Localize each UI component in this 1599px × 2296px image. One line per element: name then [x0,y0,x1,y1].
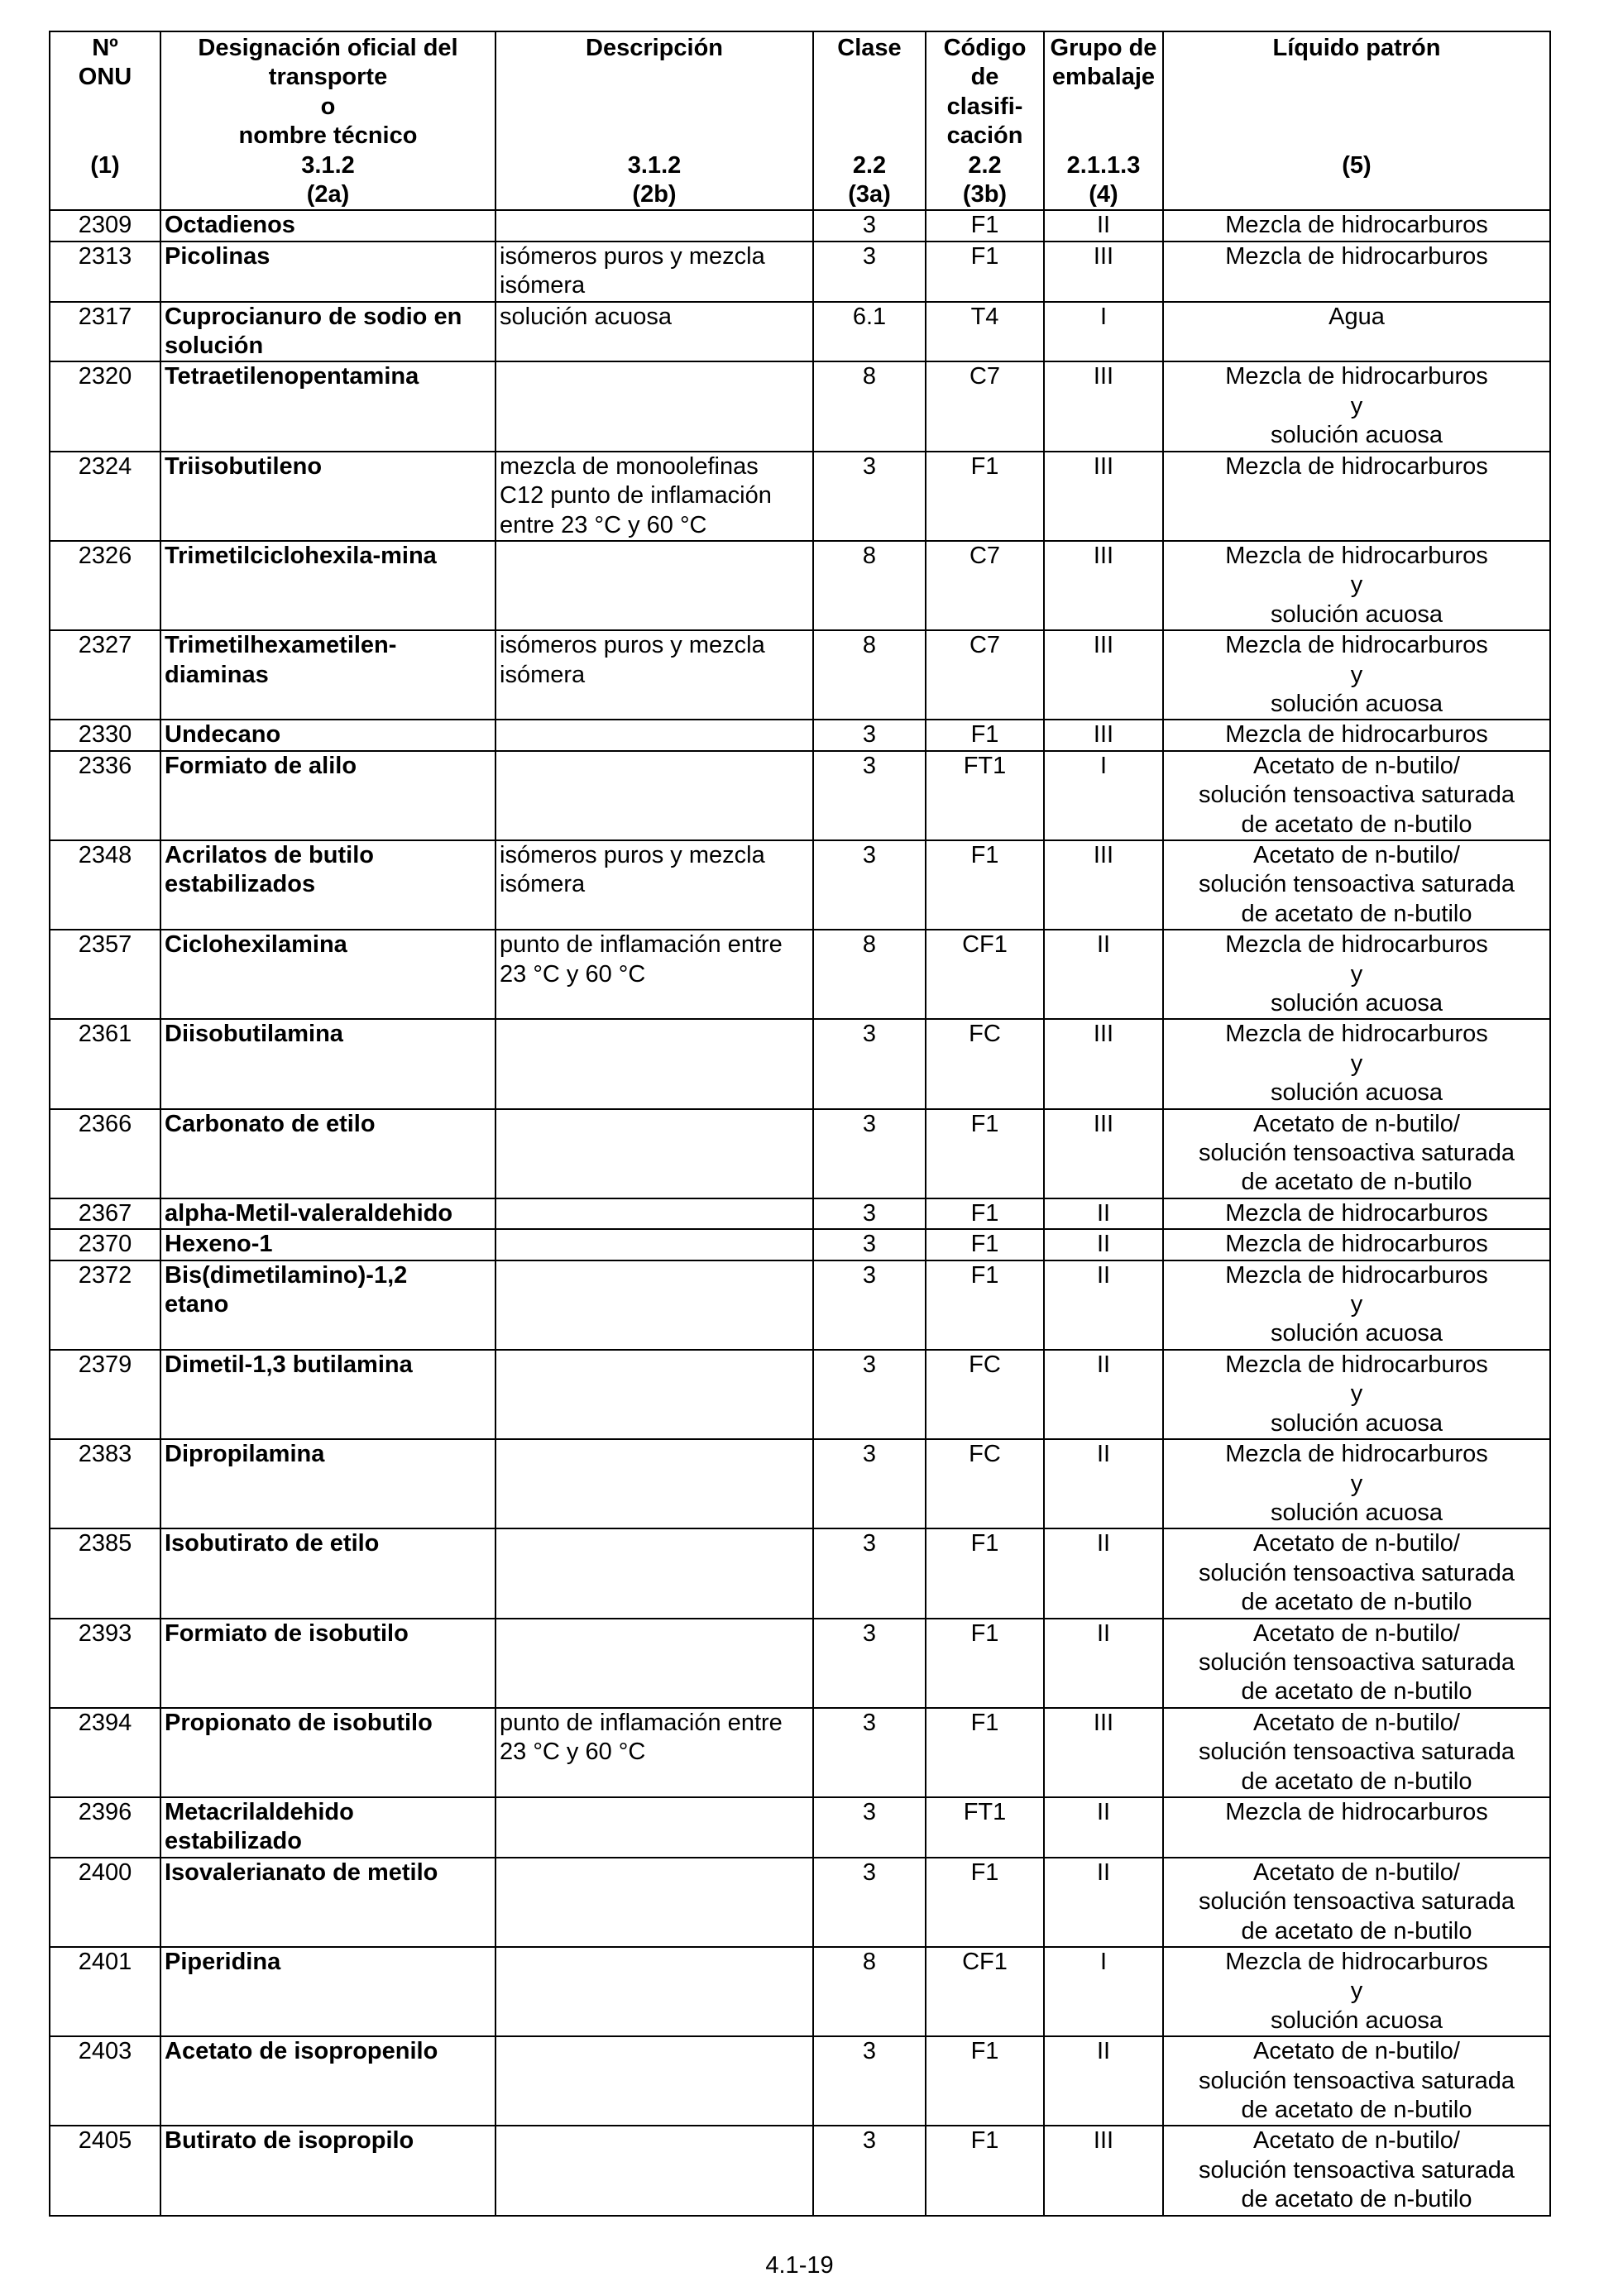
cell-classification-code: CF1 [926,930,1044,1019]
cell-un-number: 2327 [50,630,160,720]
cell-official-name: Carbonato de etilo [160,1109,495,1198]
table-row [50,720,1550,750]
header-ref-text: 2.2 [852,151,887,179]
cell-class: 3 [813,2036,926,2126]
cell-un-number: 2405 [50,2126,160,2215]
cell-standard-liquid: Mezcla de hidrocarburos [1163,720,1550,750]
header-standard-liquid: Líquido patrón [1163,31,1550,151]
header-un-number: Nº ONU [50,31,160,151]
cell-packing-group: II [1044,2036,1163,2126]
cell-class: 6.1 [813,302,926,362]
cell-un-number: 2403 [50,2036,160,2126]
header-class: Clase [813,31,926,151]
cell-packing-group: II [1044,1797,1163,1858]
cell-standard-liquid: Mezcla de hidrocarburos y solución acuosa [1163,1947,1550,2036]
header-description: Descripción [495,31,813,151]
cell-official-name: Dimetil-1,3 butilamina [160,1350,495,1439]
cell-standard-liquid: Acetato de n-butilo/ solución tensoactiva saturada de acetato de n-butilo [1163,2126,1550,2215]
cell-un-number: 2394 [50,1708,160,1797]
cell-description [495,1797,813,1858]
cell-packing-group: II [1044,1350,1163,1439]
cell-official-name: Isovalerianato de metilo [160,1858,495,1947]
cell-official-name: Dipropilamina [160,1439,495,1528]
cell-class: 8 [813,541,926,630]
cell-class: 3 [813,1229,926,1260]
header-packing-group: Grupo de embalaje [1044,31,1163,151]
cell-standard-liquid: Mezcla de hidrocarburos y solución acuosa [1163,1019,1550,1108]
cell-packing-group: II [1044,1260,1163,1350]
cell-description [495,1619,813,1708]
cell-class: 3 [813,1198,926,1229]
cell-standard-liquid: Mezcla de hidrocarburos [1163,1229,1550,1260]
cell-classification-code: F1 [926,452,1044,541]
cell-standard-liquid: Acetato de n-butilo/ solución tensoactiva saturada de acetato de n-butilo [1163,2036,1550,2126]
header-ref [1163,151,1550,211]
header-classification-code: Código de clasifi- cación [926,31,1044,151]
cell-description [495,1350,813,1439]
cell-standard-liquid: Mezcla de hidrocarburos [1163,210,1550,241]
cell-class: 3 [813,452,926,541]
header-ref [926,151,1044,211]
cell-packing-group: II [1044,210,1163,241]
cell-classification-code: F1 [926,1528,1044,1618]
table-row [50,1797,1550,1858]
cell-classification-code: F1 [926,840,1044,930]
cell-class: 3 [813,1109,926,1198]
header-ref [495,151,813,211]
cell-official-name: Acrilatos de butilo estabilizados [160,840,495,930]
cell-description [495,210,813,241]
cell-description [495,1947,813,2036]
cell-official-name: Undecano [160,720,495,750]
cell-description [495,1229,813,1260]
cell-official-name: Cuprocianuro de sodio en solución [160,302,495,362]
table-row [50,751,1550,840]
cell-description [495,541,813,630]
cell-packing-group: III [1044,452,1163,541]
cell-class: 3 [813,1019,926,1108]
table-row [50,1439,1550,1528]
cell-classification-code: F1 [926,2126,1044,2215]
cell-standard-liquid: Mezcla de hidrocarburos y solución acuosa [1163,1439,1550,1528]
header-official-designation: Designación oficial del transporte o nombre técnico [160,31,495,151]
cell-class: 3 [813,840,926,930]
cell-classification-code: FC [926,1439,1044,1528]
cell-standard-liquid: Mezcla de hidrocarburos [1163,1198,1550,1229]
cell-packing-group: III [1044,630,1163,720]
cell-classification-code: FT1 [926,1797,1044,1858]
cell-official-name: Acetato de isopropenilo [160,2036,495,2126]
cell-official-name: Butirato de isopropilo [160,2126,495,2215]
table-row [50,2126,1550,2215]
cell-classification-code: F1 [926,1708,1044,1797]
cell-standard-liquid: Mezcla de hidrocarburos y solución acuosa [1163,1260,1550,1350]
cell-packing-group: III [1044,840,1163,930]
cell-standard-liquid: Mezcla de hidrocarburos y solución acuosa [1163,930,1550,1019]
cell-official-name: Metacrilaldehido estabilizado [160,1797,495,1858]
cell-description [495,751,813,840]
cell-un-number: 2401 [50,1947,160,2036]
cell-packing-group: III [1044,242,1163,302]
cell-un-number: 2320 [50,361,160,451]
cell-classification-code: F1 [926,210,1044,241]
cell-class: 8 [813,630,926,720]
cell-un-number: 2357 [50,930,160,1019]
table-row [50,302,1550,362]
cell-standard-liquid: Agua [1163,302,1550,362]
cell-class: 3 [813,242,926,302]
cell-packing-group: III [1044,1708,1163,1797]
cell-packing-group: III [1044,1109,1163,1198]
cell-un-number: 2348 [50,840,160,930]
cell-un-number: 2309 [50,210,160,241]
table-row [50,630,1550,720]
cell-official-name: Bis(dimetilamino)-1,2 etano [160,1260,495,1350]
cell-classification-code: CF1 [926,1947,1044,2036]
table-row [50,1528,1550,1618]
cell-un-number: 2367 [50,1198,160,1229]
cell-class: 8 [813,361,926,451]
cell-description [495,1109,813,1198]
header-ref-text: 3.1.2 [627,151,682,179]
cell-packing-group: II [1044,1528,1163,1618]
table-row [50,2036,1550,2126]
cell-classification-code: F1 [926,1260,1044,1350]
table-body [50,210,1550,2215]
cell-classification-code: F1 [926,1858,1044,1947]
cell-un-number: 2317 [50,302,160,362]
cell-un-number: 2385 [50,1528,160,1618]
header-ref [813,151,926,211]
cell-packing-group: III [1044,541,1163,630]
cell-packing-group: III [1044,2126,1163,2215]
cell-description [495,2126,813,2215]
cell-description: punto de inflamación entre 23 °C y 60 °C [495,1708,813,1797]
cell-packing-group: II [1044,1229,1163,1260]
cell-classification-code: C7 [926,541,1044,630]
cell-classification-code: F1 [926,1109,1044,1198]
table-row [50,1019,1550,1108]
cell-official-name: Formiato de isobutilo [160,1619,495,1708]
cell-packing-group: II [1044,1198,1163,1229]
cell-classification-code: F1 [926,720,1044,750]
cell-class: 3 [813,1619,926,1708]
cell-official-name: Diisobutilamina [160,1019,495,1108]
cell-class: 3 [813,1439,926,1528]
cell-classification-code: F1 [926,242,1044,302]
cell-standard-liquid: Acetato de n-butilo/ solución tensoactiva saturada de acetato de n-butilo [1163,1858,1550,1947]
cell-standard-liquid: Mezcla de hidrocarburos y solución acuosa [1163,541,1550,630]
table-row [50,1619,1550,1708]
cell-un-number: 2326 [50,541,160,630]
cell-official-name: Tetraetilenopentamina [160,361,495,451]
cell-description: isómeros puros y mezcla isómera [495,840,813,930]
cell-official-name: Formiato de alilo [160,751,495,840]
header-col-number: (1) [90,151,120,179]
cell-description [495,1260,813,1350]
cell-description: solución acuosa [495,302,813,362]
cell-class: 3 [813,1350,926,1439]
header-ref-text: 3.1.2 [301,151,355,179]
cell-packing-group: I [1044,751,1163,840]
cell-class: 3 [813,720,926,750]
cell-packing-group: II [1044,930,1163,1019]
cell-un-number: 2379 [50,1350,160,1439]
cell-class: 8 [813,930,926,1019]
header-ref [1044,151,1163,211]
cell-un-number: 2393 [50,1619,160,1708]
cell-description: mezcla de monoolefinas C12 punto de inflamación entre 23 °C y 60 °C [495,452,813,541]
cell-class: 3 [813,751,926,840]
cell-official-name: Triisobutileno [160,452,495,541]
cell-description [495,2036,813,2126]
cell-packing-group: III [1044,720,1163,750]
cell-classification-code: C7 [926,630,1044,720]
cell-official-name: Trimetilciclohexila-mina [160,541,495,630]
header-col-number: (4) [1089,181,1118,208]
cell-description [495,1439,813,1528]
table-row [50,210,1550,241]
header-ref-text: 2.2 [968,151,1002,179]
cell-packing-group: III [1044,361,1163,451]
header-col-number: (3a) [848,181,891,208]
cell-description [495,720,813,750]
cell-classification-code: FC [926,1019,1044,1108]
table-row [50,1350,1550,1439]
cell-class: 3 [813,1797,926,1858]
cell-official-name: Hexeno-1 [160,1229,495,1260]
cell-official-name: Picolinas [160,242,495,302]
table-row [50,840,1550,930]
cell-packing-group: II [1044,1858,1163,1947]
cell-description [495,1198,813,1229]
table-row [50,930,1550,1019]
cell-official-name: Trimetilhexametilen- diaminas [160,630,495,720]
cell-un-number: 2313 [50,242,160,302]
cell-description: punto de inflamación entre 23 °C y 60 °C [495,930,813,1019]
table-row [50,1109,1550,1198]
header-ref [50,151,160,211]
table-row [50,1708,1550,1797]
header-col-number: (2b) [632,181,677,208]
cell-description [495,361,813,451]
cell-packing-group: II [1044,1439,1163,1528]
cell-standard-liquid: Acetato de n-butilo/ solución tensoactiva saturada de acetato de n-butilo [1163,1109,1550,1198]
cell-official-name: Isobutirato de etilo [160,1528,495,1618]
cell-class: 8 [813,1947,926,2036]
page-number: 4.1-19 [765,2252,834,2279]
cell-description: isómeros puros y mezcla isómera [495,242,813,302]
cell-class: 3 [813,210,926,241]
substances-table [49,31,1551,2217]
table-row [50,1229,1550,1260]
cell-description [495,1019,813,1108]
header-col-number: (3b) [962,181,1008,208]
cell-standard-liquid: Mezcla de hidrocarburos y solución acuosa [1163,630,1550,720]
cell-official-name: Ciclohexilamina [160,930,495,1019]
cell-un-number: 2361 [50,1019,160,1108]
cell-un-number: 2372 [50,1260,160,1350]
header-col-number: (2a) [306,181,350,208]
cell-classification-code: T4 [926,302,1044,362]
cell-official-name: Octadienos [160,210,495,241]
header-col-number: (5) [1342,151,1372,179]
cell-description [495,1858,813,1947]
cell-classification-code: F1 [926,2036,1044,2126]
table-row [50,1260,1550,1350]
cell-official-name: Propionato de isobutilo [160,1708,495,1797]
cell-classification-code: C7 [926,361,1044,451]
table-row [50,452,1550,541]
cell-standard-liquid: Acetato de n-butilo/ solución tensoactiva saturada de acetato de n-butilo [1163,1619,1550,1708]
cell-standard-liquid: Acetato de n-butilo/ solución tensoactiva saturada de acetato de n-butilo [1163,751,1550,840]
header-ref [160,151,495,211]
cell-un-number: 2400 [50,1858,160,1947]
cell-description: isómeros puros y mezcla isómera [495,630,813,720]
cell-standard-liquid: Mezcla de hidrocarburos y solución acuosa [1163,361,1550,451]
cell-packing-group: I [1044,1947,1163,2036]
cell-classification-code: FT1 [926,751,1044,840]
cell-classification-code: F1 [926,1198,1044,1229]
table-row [50,1858,1550,1947]
cell-un-number: 2396 [50,1797,160,1858]
cell-standard-liquid: Mezcla de hidrocarburos y solución acuosa [1163,1350,1550,1439]
cell-standard-liquid: Acetato de n-butilo/ solución tensoactiva saturada de acetato de n-butilo [1163,1708,1550,1797]
table-header [50,31,1550,210]
cell-un-number: 2366 [50,1109,160,1198]
cell-class: 3 [813,1528,926,1618]
cell-classification-code: F1 [926,1619,1044,1708]
cell-standard-liquid: Mezcla de hidrocarburos [1163,242,1550,302]
cell-class: 3 [813,2126,926,2215]
cell-un-number: 2370 [50,1229,160,1260]
cell-standard-liquid: Mezcla de hidrocarburos [1163,452,1550,541]
table-row [50,1947,1550,2036]
cell-standard-liquid: Acetato de n-butilo/ solución tensoactiva saturada de acetato de n-butilo [1163,1528,1550,1618]
cell-classification-code: FC [926,1350,1044,1439]
cell-description [495,1528,813,1618]
cell-un-number: 2324 [50,452,160,541]
cell-class: 3 [813,1708,926,1797]
cell-official-name: Piperidina [160,1947,495,2036]
cell-classification-code: F1 [926,1229,1044,1260]
table-row [50,361,1550,451]
cell-official-name: alpha-Metil-valeraldehido [160,1198,495,1229]
cell-un-number: 2383 [50,1439,160,1528]
cell-standard-liquid: Mezcla de hidrocarburos [1163,1797,1550,1858]
cell-standard-liquid: Acetato de n-butilo/ solución tensoactiva saturada de acetato de n-butilo [1163,840,1550,930]
cell-class: 3 [813,1260,926,1350]
cell-packing-group: I [1044,302,1163,362]
header-ref-text: 2.1.1.3 [1066,151,1141,179]
cell-un-number: 2330 [50,720,160,750]
cell-class: 3 [813,1858,926,1947]
cell-packing-group: II [1044,1619,1163,1708]
cell-un-number: 2336 [50,751,160,840]
table-row [50,1198,1550,1229]
table-row [50,541,1550,630]
cell-packing-group: III [1044,1019,1163,1108]
table-row [50,242,1550,302]
